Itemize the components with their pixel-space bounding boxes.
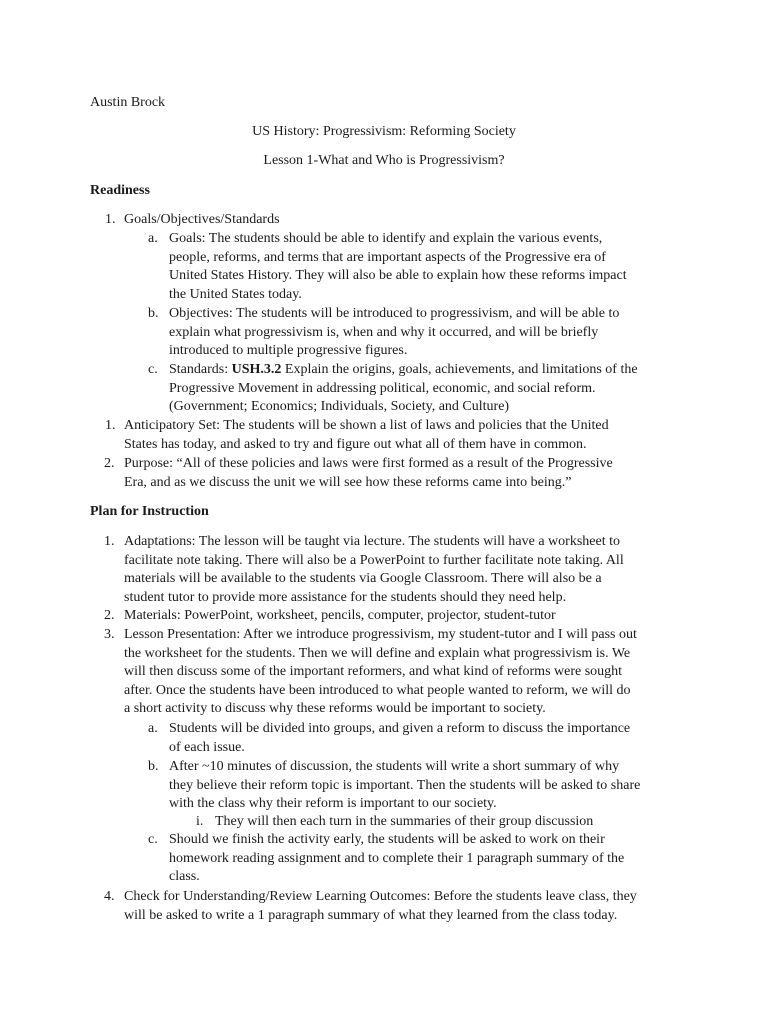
text-line: Adaptations: The lesson will be taught via lecture. The students will have a worksheet to — [124, 534, 620, 549]
list-letter: a. — [148, 231, 158, 246]
text-line: Students will be divided into groups, and given a reform to discuss the importance — [169, 721, 631, 736]
text-line: introduced to multiple progressive figures. — [169, 343, 408, 358]
text-line: Anticipatory Set: The students will be shown a list of laws and policies that the United — [124, 418, 609, 433]
text-line: student tutor to provide more assistance for the students should they need help. — [124, 589, 567, 605]
text-line: with the class why their reform is important to our society. — [169, 796, 497, 811]
text-line: Purpose: “All of these policies and laws were first formed as a result of the Progressive — [124, 456, 613, 471]
anticipatory-text — [124, 417, 609, 454]
list-number: 4. — [104, 889, 115, 904]
list-number: 1. — [104, 534, 115, 549]
text-line: they believe their reform topic is important. Then the students will be asked to share — [169, 777, 641, 793]
text-line: of each issue. — [169, 739, 245, 755]
text-line: class. — [169, 869, 200, 884]
text-line: Progressive Movement in addressing political, economic, and social reform. — [169, 380, 596, 396]
summary-text — [169, 758, 640, 814]
readiness-heading: Readiness — [90, 183, 150, 198]
adaptations-text — [124, 533, 624, 607]
list-number: 2. — [104, 456, 115, 471]
text-line: facilitate note taking. There will also be a PowerPoint to further facilitate note taking. All — [124, 552, 624, 568]
standards-text — [169, 361, 638, 417]
text-line: a short activity to discuss why these reforms would be important to society. — [124, 701, 546, 716]
list-number: 3. — [104, 627, 115, 642]
purpose-text — [124, 455, 613, 492]
text-line: will then discuss some of the important reformers, and what kind of reforms were sought — [124, 664, 623, 679]
text-line: will be asked to write a 1 paragraph summary of what they learned from the class today. — [124, 907, 618, 923]
standards-code: USH.3.2 — [231, 362, 282, 377]
list-letter: b. — [148, 306, 159, 321]
author-name: Austin Brock — [90, 95, 166, 110]
materials-text — [124, 607, 556, 626]
turn-in-text — [215, 813, 593, 832]
text-line: They will then each turn in the summaries of their group discussion — [215, 814, 594, 829]
text-line: United States History. They will also be able to explain how these reforms impact — [169, 268, 627, 283]
groups-text — [169, 720, 630, 757]
goals-text — [169, 230, 627, 304]
goals-label: Goals/Objectives/Standards — [124, 212, 280, 227]
list-letter: b. — [148, 759, 159, 774]
list-number: 1. — [105, 418, 116, 433]
text-line: Should we finish the activity early, the students will be asked to work on their — [169, 832, 605, 847]
list-number: 1. — [105, 212, 116, 227]
standards-prefix: Standards: — [169, 362, 232, 377]
text-line: the worksheet for the students. Then we will define and explain what progressivism is. We — [124, 645, 631, 661]
text-line: explain what progressivism is, when and why it occurred, and will be briefly — [169, 324, 599, 340]
text-line: people, reforms, and terms that are important aspects of the Progressive era of — [169, 249, 606, 265]
list-roman: i. — [196, 814, 204, 829]
list-letter: c. — [148, 832, 158, 847]
text-line: the United States today. — [169, 286, 302, 302]
text-line: Objectives: The students will be introduced to progressivism, and will be able to — [169, 306, 620, 321]
objectives-text — [169, 305, 619, 361]
text-line: States has today, and asked to try and figure out what all of them have in common. — [124, 436, 587, 452]
text-line: Lesson Presentation: After we introduce progressivism, my student-tutor and I will pass out — [124, 627, 637, 642]
instruction-heading: Plan for Instruction — [90, 504, 209, 519]
standards-first-line — [169, 361, 638, 380]
text-line: Materials: PowerPoint, worksheet, pencils, computer, projector, student-tutor — [124, 608, 556, 623]
text-line: (Government; Economics; Individuals, Society, and Culture) — [169, 399, 510, 414]
lesson-title: Lesson 1-What and Who is Progressivism? — [263, 153, 505, 168]
text-line: homework reading assignment and to complete their 1 paragraph summary of the — [169, 850, 625, 866]
course-title: US History: Progressivism: Reforming Society — [252, 124, 516, 139]
list-number: 2. — [104, 608, 115, 623]
text-line: Era, and as we discuss the unit we will see how these reforms came into being.” — [124, 474, 572, 490]
text-line: After ~10 minutes of discussion, the students will write a short summary of why — [169, 759, 620, 774]
lesson-presentation-text — [124, 626, 637, 719]
list-letter: c. — [148, 362, 158, 377]
text-line: Check for Understanding/Review Learning Outcomes: Before the students leave class, they — [124, 889, 637, 904]
list-letter: a. — [148, 721, 158, 736]
text-line: materials will be available to the students via Google Classroom. There will also be a — [124, 571, 602, 586]
text-line: after. Once the students have been introduced to what people wanted to reform, we will do — [124, 682, 631, 698]
check-understanding-text — [124, 888, 637, 925]
text-line: Goals: The students should be able to identify and explain the various events, — [169, 231, 603, 246]
standards-rest: Explain the origins, goals, achievements, and limitations of the — [281, 362, 638, 377]
finish-early-text — [169, 831, 624, 887]
